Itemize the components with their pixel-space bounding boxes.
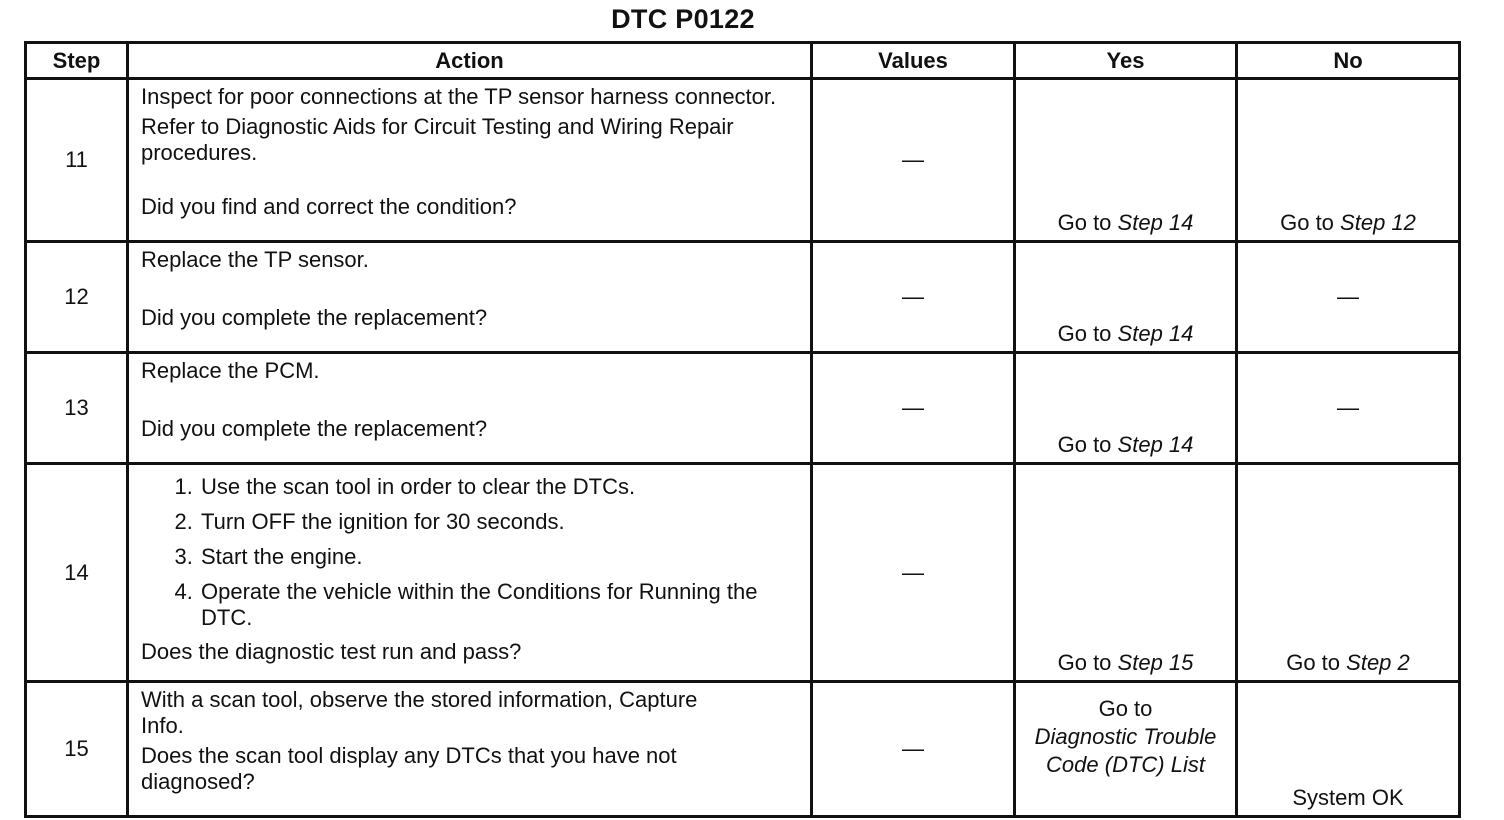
list-item: 4. Operate the vehicle within the Conditions for Running the DTC. <box>199 574 802 635</box>
list-item: 1. Use the scan tool in order to clear the DTCs. <box>199 469 802 504</box>
goto-step-link[interactable]: Step 14 <box>1117 210 1194 235</box>
action-cell <box>128 682 812 817</box>
goto-dtc-list-link[interactable]: Diagnostic Trouble Code (DTC) List <box>1034 724 1217 777</box>
goto-step-link[interactable]: Step 15 <box>1117 650 1194 675</box>
header-row <box>26 43 1460 79</box>
step-number: 12 <box>26 242 128 353</box>
action-question: Does the scan tool display any DTCs that you have not diagnosed? <box>141 743 677 794</box>
values-cell: — <box>812 464 1015 682</box>
action-text: Replace the PCM. <box>141 358 320 383</box>
step-number: 11 <box>26 79 128 242</box>
header-no: No <box>1237 43 1460 79</box>
action-text: Refer to Diagnostic Aids for Circuit Testing and Wiring Repair procedures. <box>141 114 734 165</box>
goto-prefix: Go to <box>1057 210 1112 235</box>
step-number: 13 <box>26 353 128 464</box>
action-question: Did you complete the replacement? <box>141 416 488 441</box>
table-row <box>26 464 1460 682</box>
page-title: DTC P0122 <box>611 4 755 34</box>
action-cell <box>128 79 812 242</box>
goto-prefix: Go to <box>1280 210 1334 235</box>
yes-cell <box>1015 79 1237 242</box>
dtc-table <box>24 41 1461 818</box>
action-question: Did you complete the replacement? <box>141 305 488 330</box>
step-number: 15 <box>26 682 128 817</box>
no-cell <box>1237 79 1460 242</box>
no-cell: — <box>1237 353 1460 464</box>
values-cell: — <box>812 242 1015 353</box>
values-cell: — <box>812 682 1015 817</box>
action-question: Did you find and correct the condition? <box>141 194 517 219</box>
action-cell <box>128 353 812 464</box>
table-row <box>26 79 1460 242</box>
goto-prefix: Go to <box>1098 696 1153 721</box>
no-cell: — <box>1237 242 1460 353</box>
yes-cell <box>1015 353 1237 464</box>
goto-step-link[interactable]: Step 12 <box>1340 210 1416 235</box>
table-row <box>26 353 1460 464</box>
table-row <box>26 242 1460 353</box>
action-text: With a scan tool, observe the stored information, Capture Info. <box>141 687 698 738</box>
no-cell <box>1237 464 1460 682</box>
goto-prefix: Go to <box>1057 432 1112 457</box>
goto-step-link[interactable]: Step 14 <box>1117 321 1194 346</box>
step-number: 14 <box>26 464 128 682</box>
list-item: 3. Start the engine. <box>199 539 802 574</box>
yes-cell <box>1015 682 1237 817</box>
goto-prefix: Go to <box>1286 650 1341 675</box>
header-step: Step <box>26 43 128 79</box>
goto-prefix: Go to <box>1057 321 1112 346</box>
header-yes: Yes <box>1015 43 1237 79</box>
list-item: 2. Turn OFF the ignition for 30 seconds. <box>199 504 802 539</box>
goto-step-link[interactable]: Step 2 <box>1346 650 1410 675</box>
values-cell: — <box>812 79 1015 242</box>
action-text: Replace the TP sensor. <box>141 247 369 272</box>
values-cell: — <box>812 353 1015 464</box>
yes-cell <box>1015 242 1237 353</box>
table-row <box>26 682 1460 817</box>
action-text: Inspect for poor connections at the TP sensor harness connector. <box>141 84 777 109</box>
yes-cell <box>1015 464 1237 682</box>
action-cell <box>128 242 812 353</box>
goto-prefix: Go to <box>1057 650 1112 675</box>
no-cell: System OK <box>1237 682 1460 817</box>
action-question: Does the diagnostic test run and pass? <box>141 639 522 664</box>
header-values: Values <box>812 43 1015 79</box>
header-action: Action <box>128 43 812 79</box>
goto-step-link[interactable]: Step 14 <box>1117 432 1194 457</box>
numbered-steps <box>141 469 802 635</box>
action-cell <box>128 464 812 682</box>
